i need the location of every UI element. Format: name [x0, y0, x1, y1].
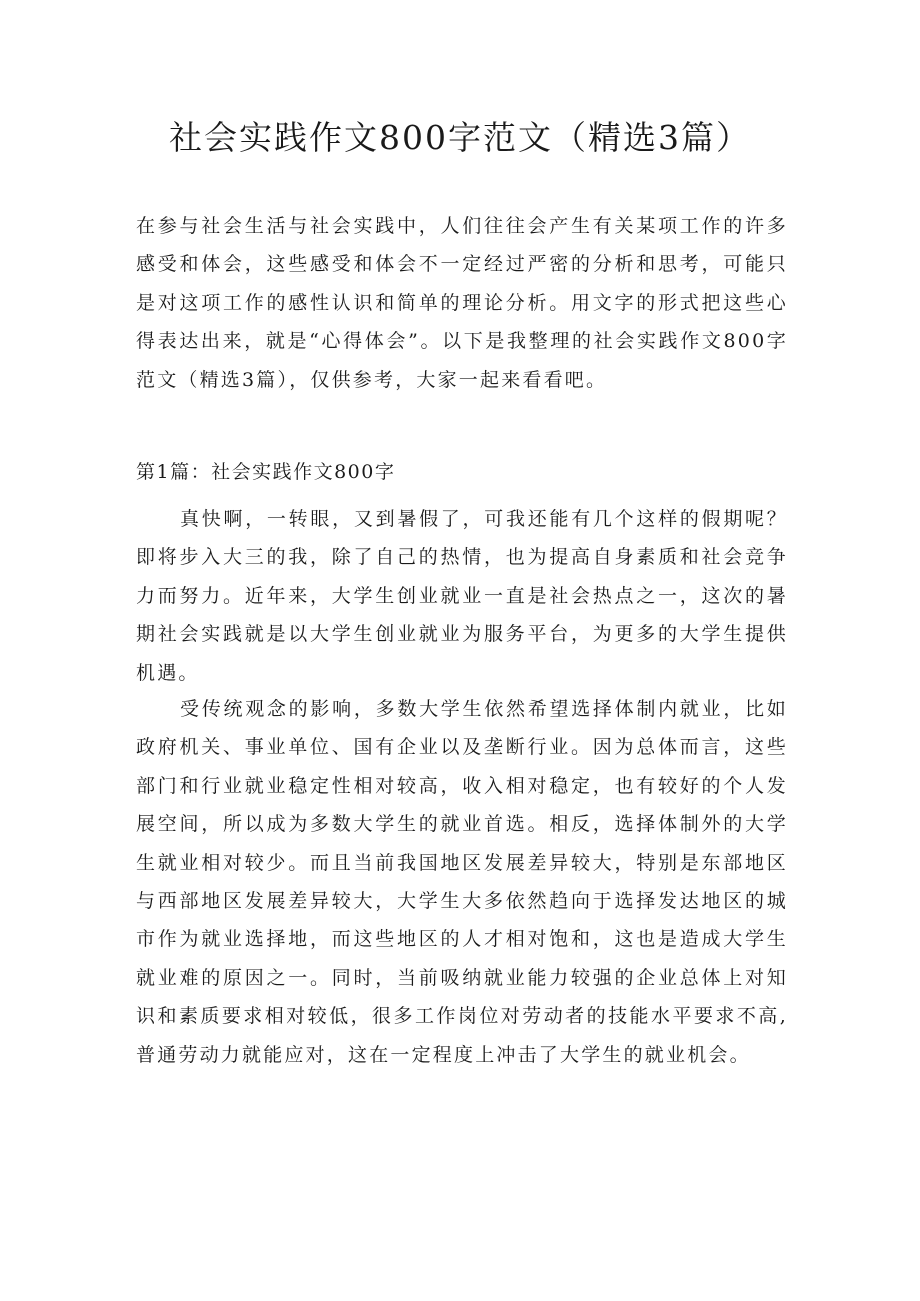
- document-title: 社会实践作文800字范文（精选3篇）: [169, 118, 751, 157]
- section-heading: 第1篇：社会实践作文800字: [136, 461, 396, 483]
- body-paragraph-2: 受传统观念的影响，多数大学生依然希望选择体制内就业，比如政府机关、事业单位、国有企业以及垄断行业。因为总体而言，这些部门和行业就业稳定性相对较高，收入相对稳定，也有较好的个人发展空间，所以成为多数大学生的就业首选。相反，选择体制外的大学生就业相对较少。而且当前我国地区发展差异较大，特别是东部地区与西部地区发展差异较大，大学生大多依然趋向于选择发达地区的城市作为就业选择地，而这些地区的人才相对饱和，这也是造成大学生就业难的原因之一。同时，当前吸纳就业能力较强的企业总体上对知识和素质要求相对较低，很多工作岗位对劳动者的技能水平要求不高,普通劳动力就能应对，这在一定程度上冲击了大学生的就业机会。: [136, 698, 788, 1066]
- body-paragraph-1: 真快啊，一转眼，又到暑假了，可我还能有几个这样的假期呢？即将步入大三的我，除了自己的热情，也为提高自身素质和社会竞争力而努力。近年来，大学生创业就业一直是社会热点之一，这次的暑期社会实践就是以大学生创业就业为服务平台，为更多的大学生提供机遇。: [136, 508, 788, 684]
- intro-paragraph: 在参与社会生活与社会实践中，人们往往会产生有关某项工作的许多感受和体会，这些感受和体会不一定经过严密的分析和思考，可能只是对这项工作的感性认识和简单的理论分析。用文字的形式把这些心得表达出来，就是“心得体会”。以下是我整理的社会实践作文800字范文（精选3篇），仅供参考，大家一起来看看吧。: [136, 215, 788, 391]
